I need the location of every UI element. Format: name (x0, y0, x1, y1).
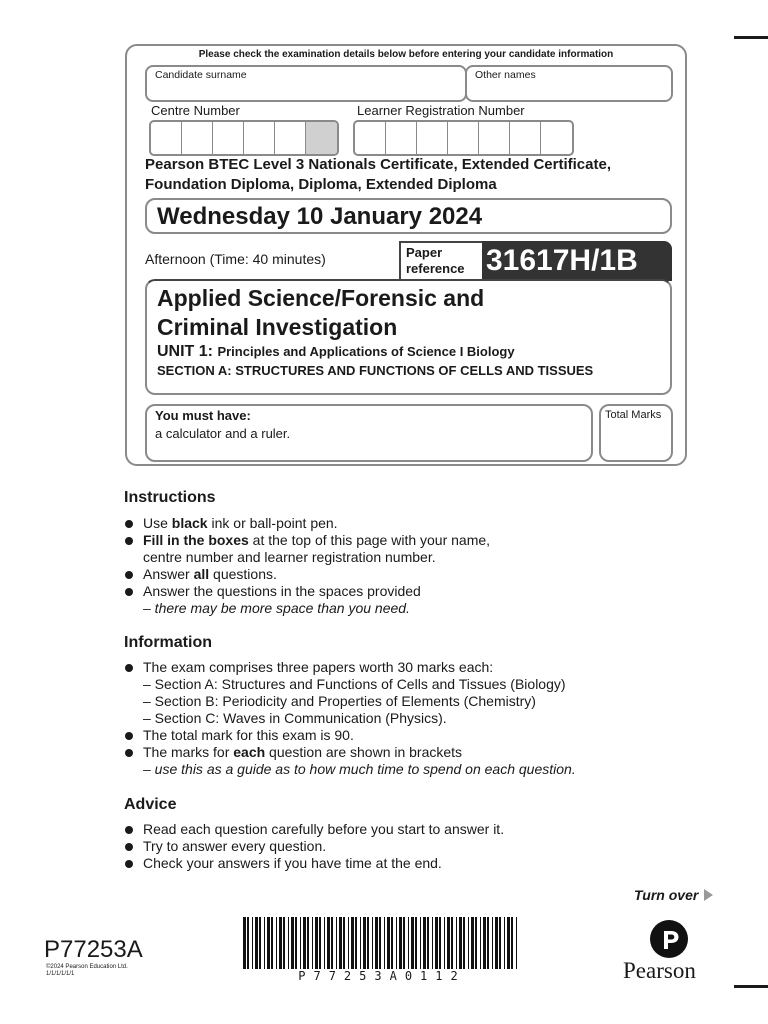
barcode-bar (312, 917, 313, 969)
lrn-digit-box[interactable] (386, 122, 417, 154)
page-edge-mark-bottom (734, 985, 768, 988)
barcode-bar (339, 917, 342, 969)
barcode-bar (307, 917, 309, 969)
barcode-bar (351, 917, 354, 969)
paper-code: P77253A (44, 936, 143, 963)
instructions-list (124, 515, 684, 617)
paper-reference-label-line2: reference (406, 261, 465, 276)
barcode-bar (499, 917, 501, 969)
barcode-bar (463, 917, 465, 969)
barcode-bar (427, 917, 429, 969)
barcode-bar (363, 917, 366, 969)
barcode-bar (432, 917, 433, 969)
barcode-bar (264, 917, 265, 969)
information-heading: Information (124, 634, 212, 651)
barcode-bar (444, 917, 445, 969)
barcode-bar (439, 917, 441, 969)
barcode-bar (276, 917, 277, 969)
barcode-bar (495, 917, 498, 969)
barcode-bar (243, 917, 246, 969)
paper-reference-code: 31617H/1B (482, 241, 672, 281)
barcode-bar (459, 917, 462, 969)
unit-line (157, 343, 515, 361)
barcode-bar (387, 917, 390, 969)
barcode-bar (291, 917, 294, 969)
barcode-bar (348, 917, 349, 969)
barcode-bar (319, 917, 321, 969)
barcode-bar (259, 917, 261, 969)
barcode-bar (360, 917, 361, 969)
barcode-bar (336, 917, 337, 969)
list-item: The total mark for this exam is 90. (124, 727, 684, 744)
barcode-bar (372, 917, 373, 969)
barcode-bar (271, 917, 273, 969)
centre-digit-box[interactable] (151, 122, 182, 154)
barcode-bar (435, 917, 438, 969)
turn-over-text: Turn over (634, 887, 699, 903)
centre-digit-box[interactable] (244, 122, 275, 154)
must-have-box (145, 404, 593, 462)
centre-number-label: Centre Number (151, 103, 240, 118)
subject-title-line1: Applied Science/Forensic and (157, 285, 485, 311)
instructions-heading: Instructions (124, 489, 216, 506)
barcode-bar (247, 917, 249, 969)
centre-digit-box-shaded (306, 122, 337, 154)
list-item: The exam comprises three papers worth 30 marks each: – Section A: Structures and Functions of Cells and Tissues (Biology) – Section B: Periodicity and Properties of Elements (Chemistry) – Section C: Waves in Communication (Physics). (124, 659, 684, 727)
barcode-bar (480, 917, 481, 969)
list-item: Answer all questions. (124, 566, 684, 583)
barcode-bar (415, 917, 417, 969)
candidate-notice: Please check the examination details below before entering your candidate information (198, 49, 614, 60)
lrn-digit-box[interactable] (541, 122, 572, 154)
total-marks-box[interactable] (599, 404, 673, 462)
lrn-label: Learner Registration Number (357, 103, 525, 118)
barcode-bar (384, 917, 385, 969)
barcode-bar (396, 917, 397, 969)
barcode-bar (516, 917, 517, 969)
barcode-bar (391, 917, 393, 969)
lrn-digit-box[interactable] (355, 122, 386, 154)
barcode-bar (355, 917, 357, 969)
barcode-bar (408, 917, 409, 969)
candidate-surname-label: Candidate surname (155, 69, 247, 81)
barcode-bar (403, 917, 405, 969)
list-item: Use black ink or ball-point pen. (124, 515, 684, 532)
exam-date: Wednesday 10 January 2024 (145, 198, 672, 234)
barcode-bar (511, 917, 513, 969)
barcode-bar (252, 917, 253, 969)
paper-reference-label (399, 241, 482, 281)
barcode-bar (420, 917, 421, 969)
barcode-bar (451, 917, 453, 969)
lrn-digit-box[interactable] (448, 122, 479, 154)
other-names-label: Other names (475, 69, 536, 81)
unit-prefix: UNIT 1: (157, 343, 213, 360)
barcode-bar (456, 917, 457, 969)
barcode-bar (447, 917, 450, 969)
centre-digit-box[interactable] (213, 122, 244, 154)
lrn-digit-box[interactable] (479, 122, 510, 154)
subject-box (145, 279, 672, 395)
barcode-text: P77253A0112 (298, 969, 466, 983)
qualification-title: Pearson BTEC Level 3 Nationals Certificate, Extended Certificate, Foundation Diploma, Diploma, Extended Diploma (145, 156, 611, 193)
barcode-bar (507, 917, 510, 969)
barcode-bar (483, 917, 486, 969)
page-edge-mark-top (734, 36, 768, 39)
centre-number-boxes[interactable] (149, 120, 339, 156)
turn-over-arrow-icon (704, 889, 713, 901)
barcode-bar (423, 917, 426, 969)
subject-title (157, 284, 484, 342)
barcode-bar (324, 917, 325, 969)
barcode-bar (300, 917, 301, 969)
centre-digit-box[interactable] (275, 122, 306, 154)
barcode-bar (283, 917, 285, 969)
barcode-bar (492, 917, 493, 969)
barcode-bar (303, 917, 306, 969)
candidate-info-box (125, 44, 687, 466)
lrn-digit-box[interactable] (510, 122, 541, 154)
paper-reference-label-line1: Paper (406, 245, 443, 260)
list-item: Read each question carefully before you start to answer it. (124, 821, 684, 838)
barcode-bar (471, 917, 474, 969)
must-have-label: You must have: (155, 408, 251, 423)
barcode-bar (379, 917, 381, 969)
barcode-bar (255, 917, 258, 969)
list-item: Check your answers if you have time at the end. (124, 855, 684, 872)
barcode-bar (504, 917, 505, 969)
section-title: SECTION A: STRUCTURES AND FUNCTIONS OF CELLS AND TISSUES (157, 363, 594, 378)
subject-title-line2: Criminal Investigation (157, 314, 398, 340)
list-item: Fill in the boxes at the top of this page with your name, centre number and learner registration number. (124, 532, 684, 566)
lrn-digit-box[interactable] (417, 122, 448, 154)
barcode-bar (279, 917, 282, 969)
barcode-bar (331, 917, 333, 969)
must-have-items: a calculator and a ruler. (155, 426, 291, 441)
total-marks-label: Total Marks (605, 409, 662, 421)
barcode-bar (327, 917, 330, 969)
copyright-line2: 1/1/1/1/1/1 (46, 971, 75, 977)
barcode-bar (343, 917, 345, 969)
barcode-bar (288, 917, 289, 969)
centre-digit-box[interactable] (182, 122, 213, 154)
list-item: Try to answer every question. (124, 838, 684, 855)
barcode-bar (411, 917, 414, 969)
lrn-boxes[interactable] (353, 120, 574, 156)
barcode-bar (468, 917, 469, 969)
list-item: Answer the questions in the spaces provided – there may be more space than you need. (124, 583, 684, 617)
pearson-logo-icon (650, 920, 688, 958)
advice-heading: Advice (124, 796, 177, 813)
barcode-bar (295, 917, 297, 969)
exam-session: Afternoon (Time: 40 minutes) (145, 251, 326, 267)
barcode-bar (475, 917, 477, 969)
copyright-line1: ©2024 Pearson Education Ltd. (46, 964, 128, 970)
information-list (124, 659, 684, 778)
barcode-bar (315, 917, 318, 969)
list-item: The marks for each question are shown in brackets – use this as a guide as to how much time to spend on each question. (124, 744, 684, 778)
candidate-surname-field[interactable] (145, 65, 467, 102)
barcode-bar (367, 917, 369, 969)
unit-title: Principles and Applications of Science I Biology (217, 344, 515, 359)
other-names-field[interactable] (465, 65, 673, 102)
barcode-bar (399, 917, 402, 969)
copyright (46, 964, 128, 978)
barcode-bar (267, 917, 270, 969)
barcode-bar (375, 917, 378, 969)
advice-list (124, 821, 684, 872)
barcode-bar (487, 917, 489, 969)
barcode-icon (243, 917, 521, 969)
pearson-wordmark: Pearson (623, 958, 696, 983)
